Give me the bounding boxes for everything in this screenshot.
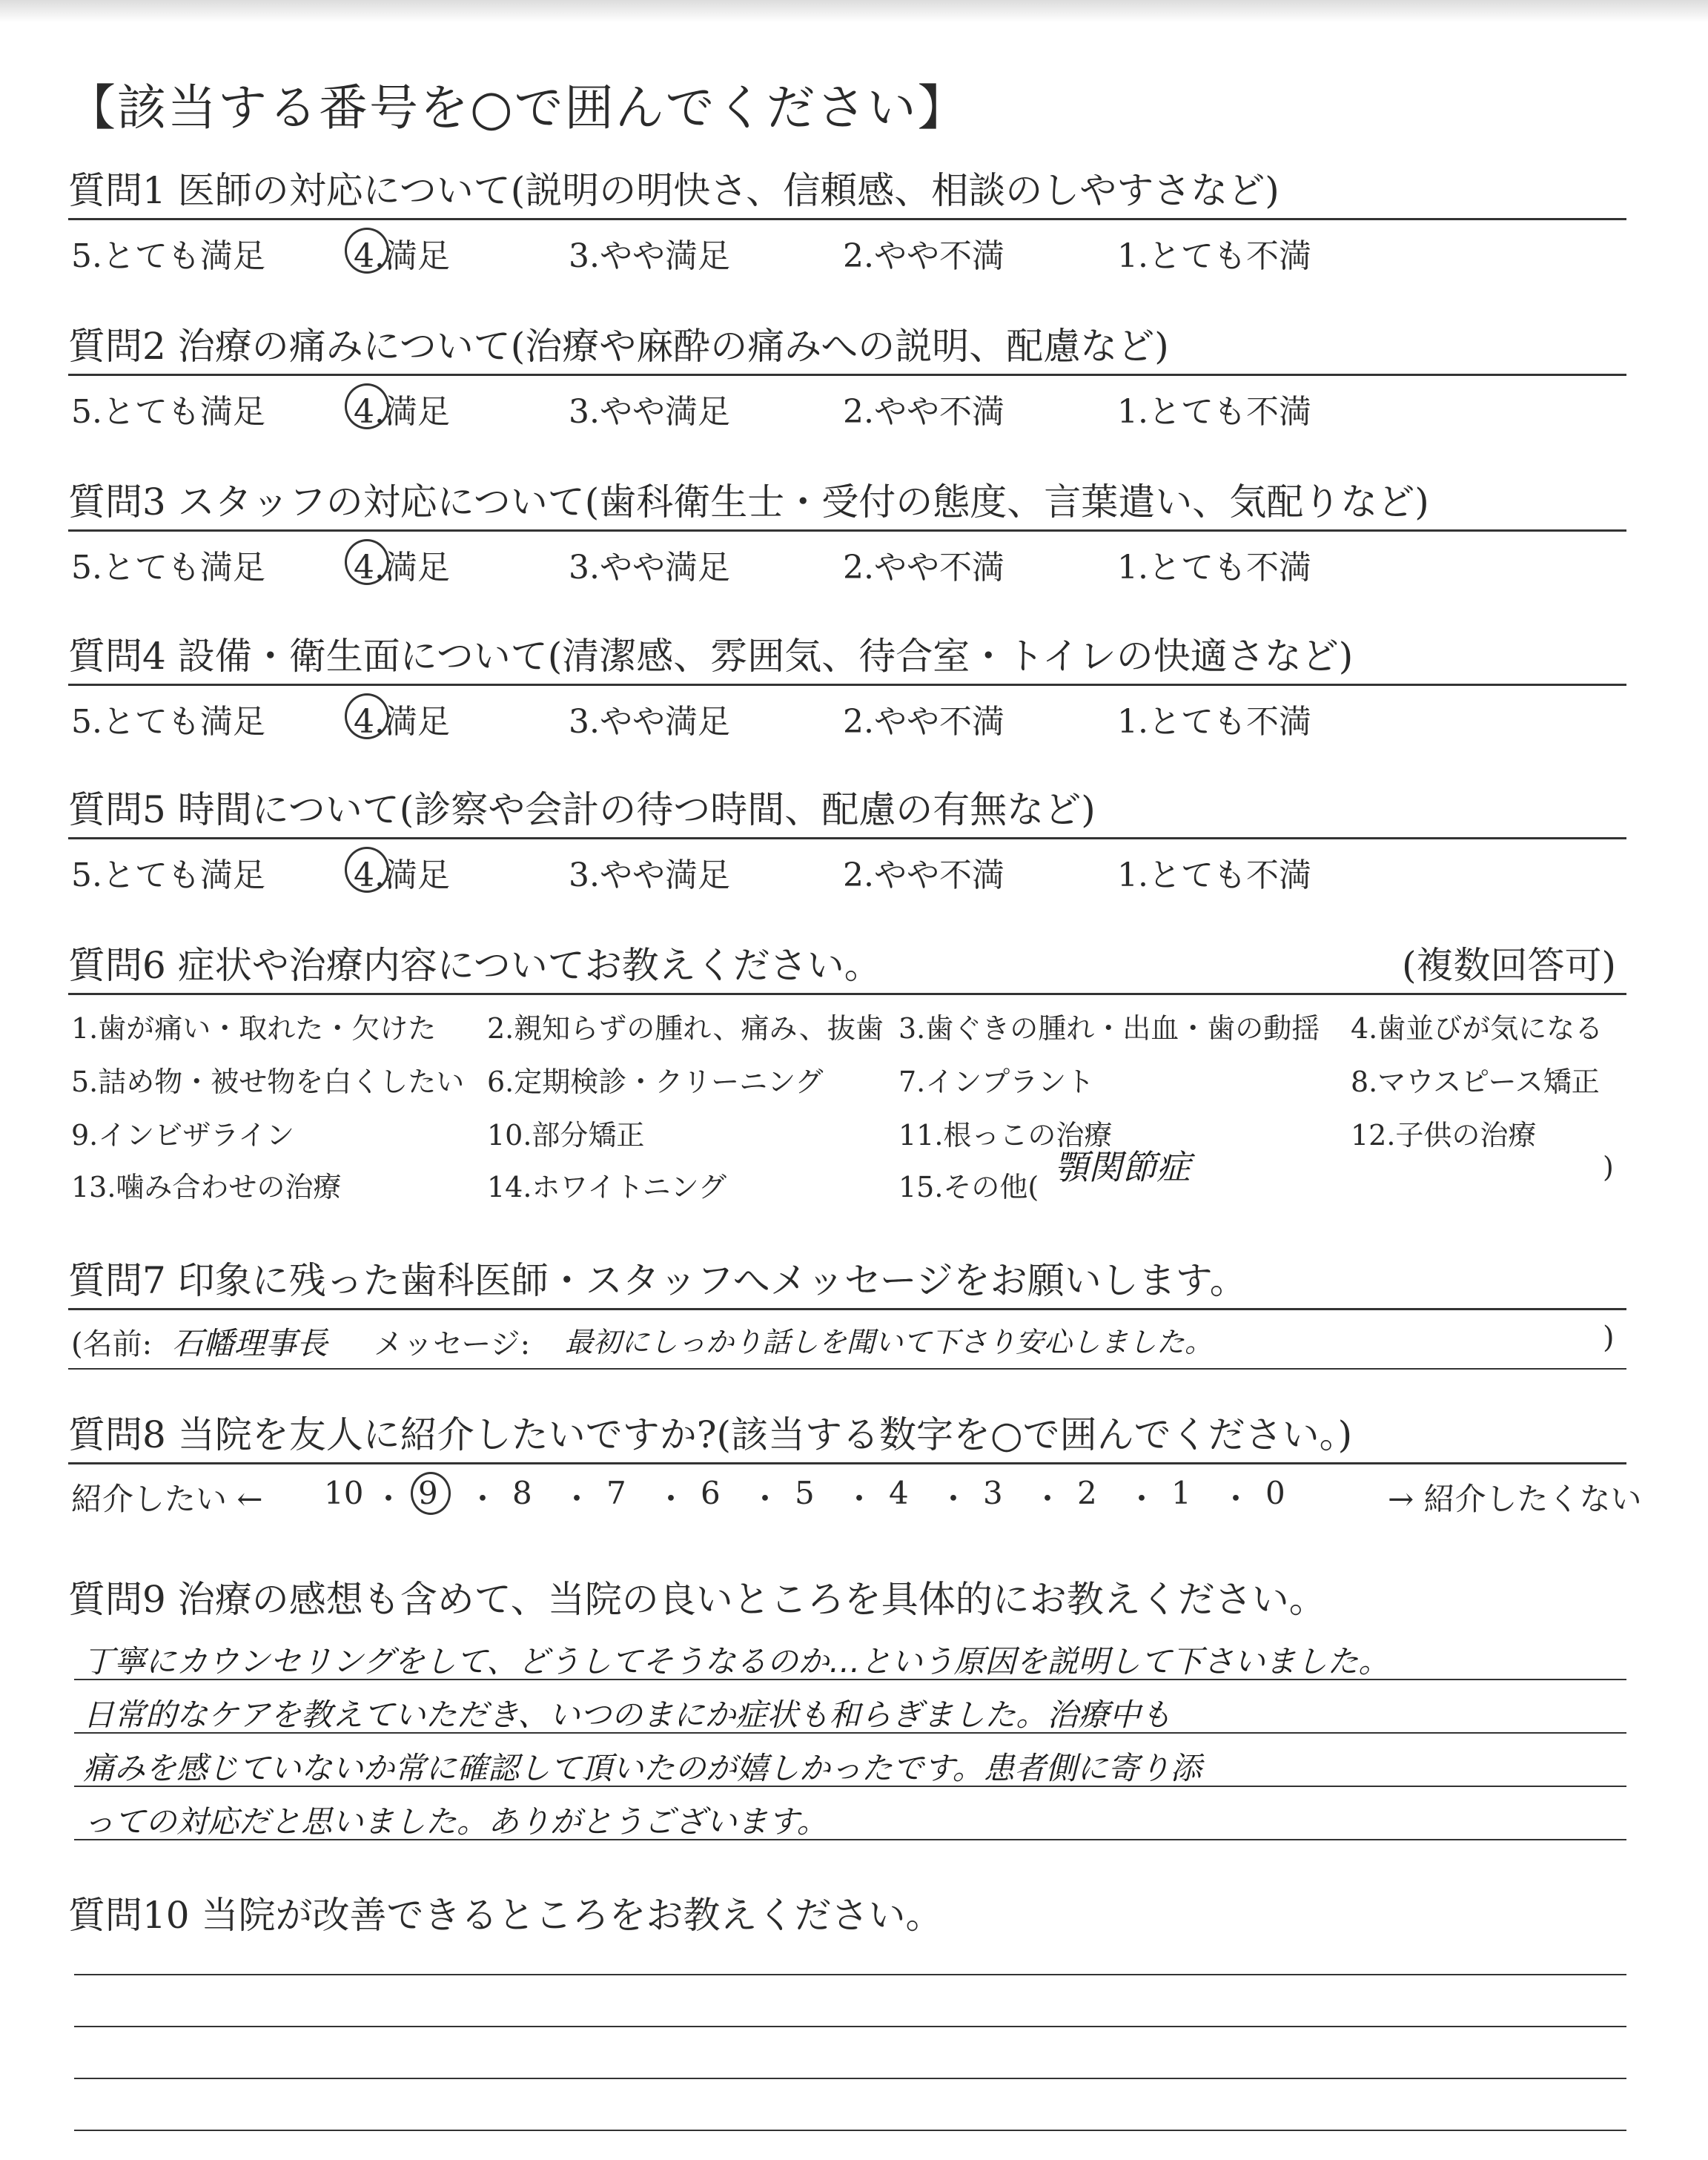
question-6 — [68, 938, 1626, 1210]
hand-drawn-circle — [345, 693, 389, 739]
hand-drawn-circle — [345, 847, 389, 893]
other-handwritten: 顎関節症 — [1054, 1147, 1191, 1187]
name-label: (名前: — [71, 1327, 153, 1361]
rating-options — [68, 839, 1626, 899]
rating-option[interactable]: 1.とても不満 — [1117, 393, 1311, 431]
scale-separator: ・ — [938, 1481, 970, 1517]
hand-drawn-circle — [345, 228, 389, 274]
message-close-paren: ) — [1603, 1321, 1615, 1355]
question-5 — [68, 782, 1626, 899]
symptom-options — [68, 995, 1626, 1210]
message-label: メッセージ: — [374, 1327, 531, 1361]
hand-drawn-circle — [345, 383, 389, 429]
rating-option[interactable]: 1.とても不満 — [1117, 856, 1311, 894]
scale-separator: ・ — [1126, 1481, 1158, 1517]
symptom-option[interactable]: 12.子供の治療 — [1351, 1119, 1537, 1152]
rating-options — [68, 686, 1626, 745]
symptom-option[interactable]: 10.部分矯正 — [487, 1119, 645, 1152]
recommend-score[interactable]: 4 — [889, 1475, 909, 1511]
question-10 — [68, 1888, 1626, 2158]
rating-option[interactable]: 3.やや満足 — [569, 703, 730, 741]
rating-option[interactable]: 4.満足 — [354, 237, 450, 275]
rating-option[interactable]: 5.とても満足 — [71, 549, 265, 587]
answer-rule — [74, 1839, 1626, 1840]
question-9 — [68, 1572, 1626, 1938]
recommend-right-label: → 紹介したくない — [1388, 1481, 1642, 1517]
scale-separator: ・ — [749, 1481, 781, 1517]
rating-option[interactable]: 2.やや不満 — [843, 703, 1004, 741]
question-7 — [68, 1253, 1626, 1370]
question-1-title: 質問1 医師の対応について(説明の明快さ、信頼感、相談のしやすさなど) — [68, 163, 1626, 220]
scale-separator: ・ — [655, 1481, 687, 1517]
scale-separator: ・ — [1032, 1481, 1064, 1517]
rating-options — [68, 376, 1626, 435]
question-7-title: 質問7 印象に残った歯科医師・スタッフへメッセージをお願いします。 — [68, 1253, 1626, 1310]
scale-separator: ・ — [561, 1481, 593, 1517]
rating-option[interactable]: 5.とても満足 — [71, 703, 265, 741]
question-8 — [68, 1407, 1642, 1524]
rating-option[interactable]: 2.やや不満 — [843, 856, 1004, 894]
hand-drawn-circle — [411, 1472, 451, 1515]
symptom-option[interactable]: 9.インビザライン — [71, 1119, 295, 1152]
rating-option[interactable]: 5.とても満足 — [71, 393, 265, 431]
recommend-score[interactable]: 10 — [324, 1475, 364, 1511]
handwritten-answer-line: っての対応だと思いました。ありがとうございます。 — [83, 1803, 828, 1840]
blank-line — [74, 2026, 1626, 2027]
question-4-title: 質問4 設備・衛生面について(清潔感、雰囲気、待合室・トイレの快適さなど) — [68, 629, 1626, 686]
question-3-title: 質問3 スタッフの対応について(歯科衛生士・受付の態度、言葉遣い、気配りなど) — [68, 475, 1626, 532]
rating-option[interactable]: 2.やや不満 — [843, 549, 1004, 587]
answer-rule — [74, 1732, 1626, 1734]
scale-separator: ・ — [373, 1481, 405, 1517]
recommend-score[interactable]: 9 — [418, 1475, 438, 1511]
symptom-option[interactable]: 14.ホワイトニング — [487, 1171, 727, 1203]
symptom-option[interactable]: 7.インプラント — [898, 1066, 1095, 1098]
scale-separator: ・ — [844, 1481, 875, 1517]
message-line — [68, 1310, 1626, 1370]
symptom-option[interactable]: 8.マウスピース矯正 — [1351, 1066, 1600, 1098]
symptom-option[interactable]: 3.歯ぐきの腫れ・出血・歯の動揺 — [898, 1012, 1320, 1045]
symptom-option[interactable]: 4.歯並びが気になる — [1351, 1012, 1603, 1045]
recommend-score[interactable]: 1 — [1171, 1475, 1191, 1511]
rating-option[interactable]: 2.やや不満 — [843, 237, 1004, 275]
symptom-option[interactable]: 13.噛み合わせの治療 — [71, 1171, 342, 1203]
question-2 — [68, 319, 1626, 435]
rating-options — [68, 532, 1626, 591]
rating-options — [68, 220, 1626, 280]
recommend-scale — [68, 1464, 1642, 1524]
rating-option[interactable]: 5.とても満足 — [71, 856, 265, 894]
other-close-paren: ) — [1603, 1151, 1614, 1183]
multiple-answer-note: (複数回答可) — [1401, 944, 1616, 987]
form-header: 【該当する番号を○で囲んでください】 — [67, 79, 968, 136]
recommend-score[interactable]: 7 — [606, 1475, 626, 1511]
handwritten-answer-line: 丁寧にカウンセリングをして、どうしてそうなるのか…という原因を説明して下さいました。 — [83, 1643, 1390, 1680]
handwritten-answer-line: 日常的なケアを教えていただき、いつのまにか症状も和らぎました。治療中も — [83, 1697, 1172, 1733]
symptom-option[interactable]: 15.その他( — [898, 1171, 1039, 1203]
rating-option[interactable]: 3.やや満足 — [569, 856, 730, 894]
recommend-score[interactable]: 5 — [795, 1475, 815, 1511]
rating-option[interactable]: 4.満足 — [354, 856, 450, 894]
rating-option[interactable]: 1.とても不満 — [1117, 703, 1311, 741]
rating-option[interactable]: 3.やや満足 — [569, 549, 730, 587]
rating-option[interactable]: 5.とても満足 — [71, 237, 265, 275]
recommend-score[interactable]: 2 — [1077, 1475, 1097, 1511]
recommend-score[interactable]: 0 — [1265, 1475, 1285, 1511]
question-3 — [68, 475, 1626, 591]
scan-edge — [0, 0, 1708, 22]
symptom-option[interactable]: 6.定期検診・クリーニング — [487, 1066, 824, 1098]
symptom-option[interactable]: 11.根っこの治療 — [898, 1119, 1113, 1152]
recommend-score[interactable]: 3 — [983, 1475, 1003, 1511]
handwritten-answer-line: 痛みを感じていないか常に確認して頂いたのが嬉しかったです。患者側に寄り添 — [83, 1750, 1202, 1786]
rating-option[interactable]: 3.やや満足 — [569, 237, 730, 275]
question-5-title: 質問5 時間について(診察や会計の待つ時間、配慮の有無など) — [68, 782, 1626, 839]
question-10-title: 質問10 当院が改善できるところをお教えください。 — [68, 1894, 943, 1937]
rating-option[interactable]: 4.満足 — [354, 549, 450, 587]
blank-line — [74, 2130, 1626, 2131]
question-6-title: 質問6 症状や治療内容についてお教えください。 (複数回答可) — [68, 938, 1626, 995]
question-1 — [68, 163, 1626, 280]
question-9-title: 質問9 治療の感想も含めて、当院の良いところを具体的にお教えください。 — [68, 1578, 1326, 1621]
symptom-option[interactable]: 5.詰め物・被せ物を白くしたい — [71, 1066, 465, 1098]
answer-rule — [74, 1679, 1626, 1680]
question-10-answer-area — [68, 1943, 1626, 2158]
rating-option[interactable]: 1.とても不満 — [1117, 549, 1311, 587]
recommend-score[interactable]: 6 — [701, 1475, 721, 1511]
hand-drawn-circle — [345, 539, 389, 585]
recommend-score[interactable]: 8 — [512, 1475, 532, 1511]
recommend-left-label: 紹介したい ← — [71, 1481, 263, 1517]
scale-separator: ・ — [467, 1481, 499, 1517]
name-value: 石幡理事長 — [172, 1325, 328, 1361]
blank-line — [74, 2078, 1626, 2079]
answer-rule — [74, 1786, 1626, 1787]
question-2-title: 質問2 治療の痛みについて(治療や麻酔の痛みへの説明、配慮など) — [68, 319, 1626, 376]
question-8-title: 質問8 当院を友人に紹介したいですか?(該当する数字を○で囲んでください。) — [68, 1407, 1626, 1464]
rating-option[interactable]: 4.満足 — [354, 393, 450, 431]
question-4 — [68, 629, 1626, 745]
symptom-option[interactable]: 2.親知らずの腫れ、痛み、抜歯 — [487, 1012, 884, 1045]
blank-line — [74, 1974, 1626, 1975]
symptom-option[interactable]: 1.歯が痛い・取れた・欠けた — [71, 1012, 437, 1045]
rating-option[interactable]: 3.やや満足 — [569, 393, 730, 431]
rating-option[interactable]: 1.とても不満 — [1117, 237, 1311, 275]
message-value: 最初にしっかり話しを聞いて下さり安心しました。 — [565, 1326, 1214, 1358]
rating-option[interactable]: 4.満足 — [354, 703, 450, 741]
rating-option[interactable]: 2.やや不満 — [843, 393, 1004, 431]
scale-separator: ・ — [1220, 1481, 1252, 1517]
